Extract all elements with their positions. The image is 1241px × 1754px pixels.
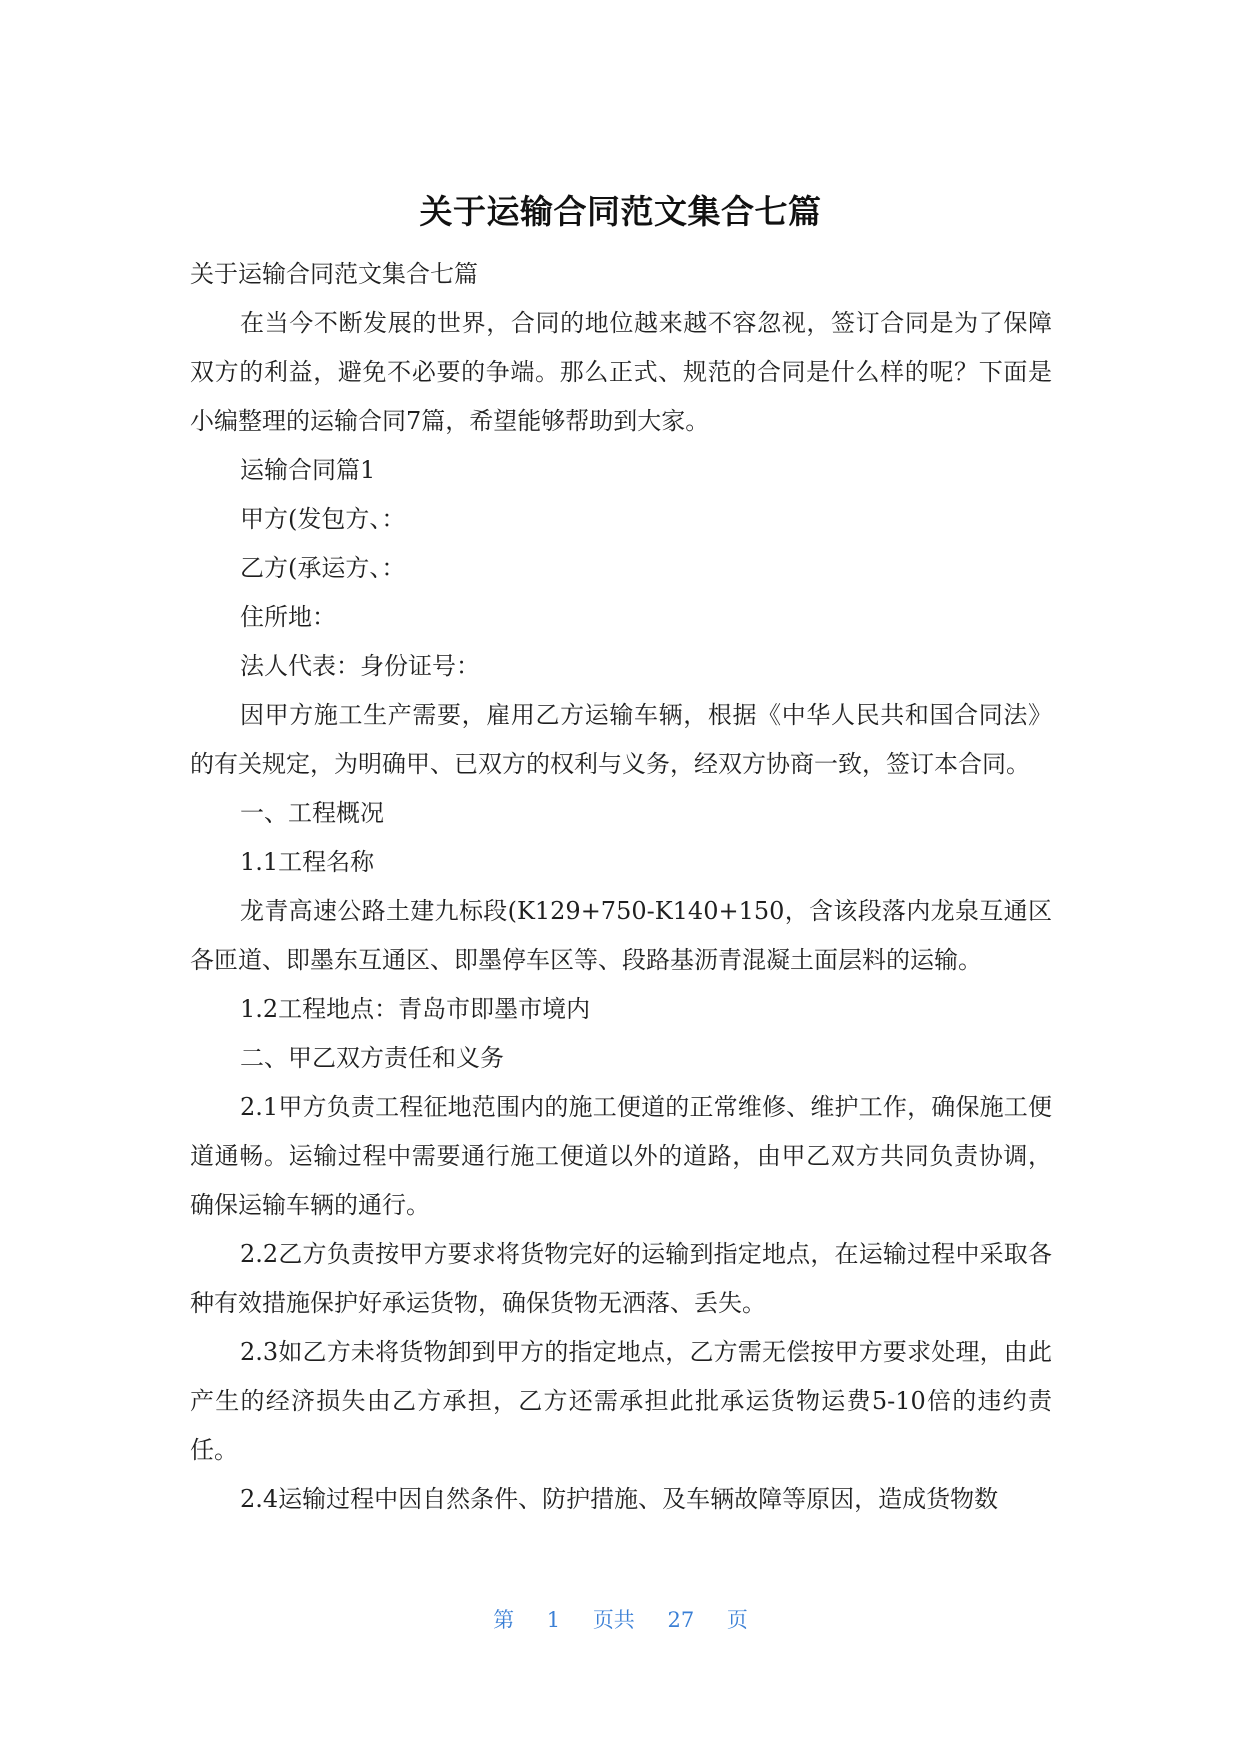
- document-body: [190, 250, 1052, 1524]
- paragraph: 2.2乙方负责按甲方要求将货物完好的运输到指定地点，在运输过程中采取各种有效措施保护好承运货物，确保货物无洒落、丢失。: [190, 1240, 1052, 1317]
- document-title: 关于运输合同范文集合七篇: [419, 192, 822, 231]
- footer-suffix: 页: [726, 1608, 748, 1632]
- paragraph: 龙青高速公路土建九标段(K129+750-K140+150，含该段落内龙泉互通区各匝道、即墨东互通区、即墨停车区等、段路基沥青混凝土面层料的运输。: [190, 897, 1052, 974]
- paragraph: 2.3如乙方未将货物卸到甲方的指定地点，乙方需无偿按甲方要求处理，由此产生的经济损失由乙方承担，乙方还需承担此批承运货物运费5-10倍的违约责任。: [190, 1338, 1052, 1464]
- paragraph: 乙方(承运方、：: [240, 554, 406, 582]
- paragraph: 法人代表：身份证号：: [240, 652, 480, 680]
- paragraph: 在当今不断发展的世界，合同的地位越来越不容忽视，签订合同是为了保障双方的利益，避免不必要的争端。那么正式、规范的合同是什么样的呢？下面是小编整理的运输合同7篇，希望能够帮助到大家。: [190, 309, 1052, 435]
- paragraph: 住所地：: [240, 603, 336, 631]
- paragraph: 2.1甲方负责工程征地范围内的施工便道的正常维修、维护工作，确保施工便道通畅。运输过程中需要通行施工便道以外的道路，由甲乙双方共同负责协调，确保运输车辆的通行。: [190, 1093, 1052, 1219]
- paragraph: 1.2工程地点：青岛市即墨市境内: [240, 995, 591, 1023]
- section-heading: 一、工程概况: [240, 799, 384, 827]
- paragraph: 因甲方施工生产需要，雇用乙方运输车辆，根据《中华人民共和国合同法》的有关规定，为明确甲、已双方的权利与义务，经双方协商一致，签订本合同。: [190, 701, 1052, 778]
- paragraph: 关于运输合同范文集合七篇: [190, 260, 478, 288]
- paragraph: 1.1工程名称: [240, 848, 375, 876]
- section-heading: 运输合同篇1: [240, 456, 376, 484]
- total-page-count: 27: [667, 1608, 695, 1632]
- footer-prefix: 第: [493, 1608, 515, 1632]
- paragraph: 甲方(发包方、：: [240, 505, 406, 533]
- current-page-number: 1: [546, 1608, 561, 1632]
- paragraph: 2.4运输过程中因自然条件、防护措施、及车辆故障等原因，造成货物数: [240, 1485, 999, 1513]
- page-footer: [0, 1605, 1241, 1635]
- section-heading: 二、甲乙双方责任和义务: [240, 1044, 504, 1072]
- footer-middle: 页共: [592, 1608, 635, 1632]
